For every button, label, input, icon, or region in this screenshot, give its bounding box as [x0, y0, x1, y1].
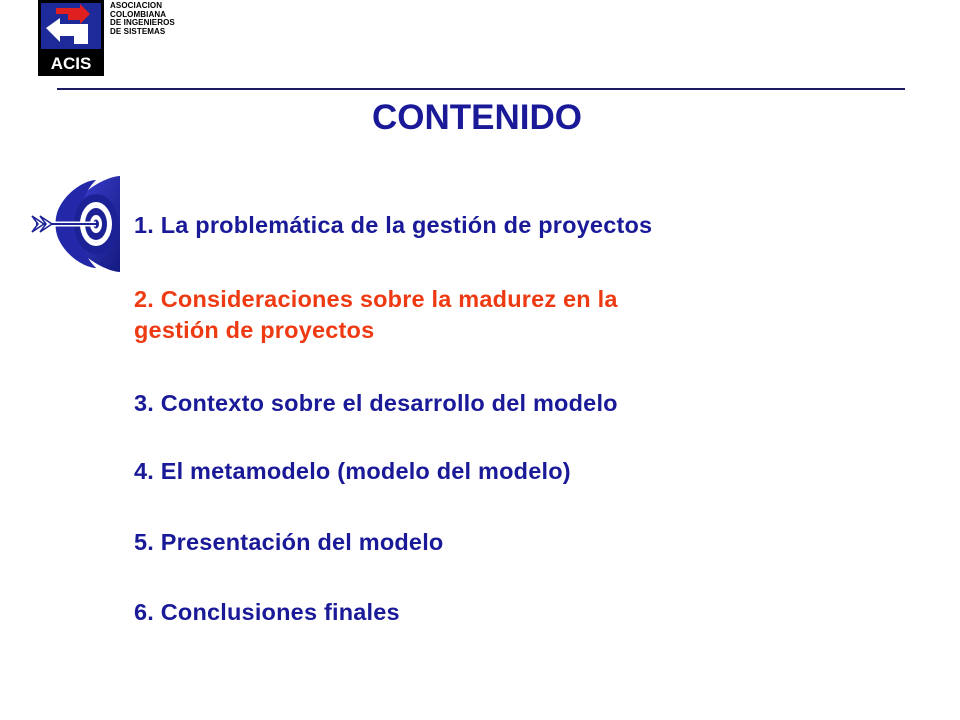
logo-line: ASOCIACION — [110, 1, 163, 10]
logo-acis-text: ACIS — [50, 54, 92, 73]
list-item-5: 5. Presentación del modelo — [134, 529, 444, 555]
list-item-4: 4. El metamodelo (modelo del modelo) — [134, 458, 571, 484]
page-title — [0, 98, 960, 138]
list-item-3: 3. Contexto sobre el desarrollo del modelo — [134, 390, 618, 416]
target-icon — [30, 176, 122, 272]
logo-line: DE SISTEMAS — [110, 26, 166, 36]
list-item-2: 2. Consideraciones sobre la madurez en la — [134, 286, 618, 312]
logo-caption — [110, 2, 175, 36]
acis-logo-icon — [38, 0, 104, 76]
list-item-6: 6. Conclusiones finales — [134, 599, 400, 625]
logo-line: COLOMBIANA — [110, 9, 167, 19]
logo-line: DE INGENIEROS — [110, 18, 175, 27]
page-title-text: CONTENIDO — [372, 98, 582, 137]
list-item-2-continuation: gestión de proyectos — [134, 317, 375, 343]
acis-logo — [38, 0, 178, 78]
header-rule — [57, 88, 905, 90]
list-item-1: 1. La problemática de la gestión de proyectos — [134, 212, 653, 238]
